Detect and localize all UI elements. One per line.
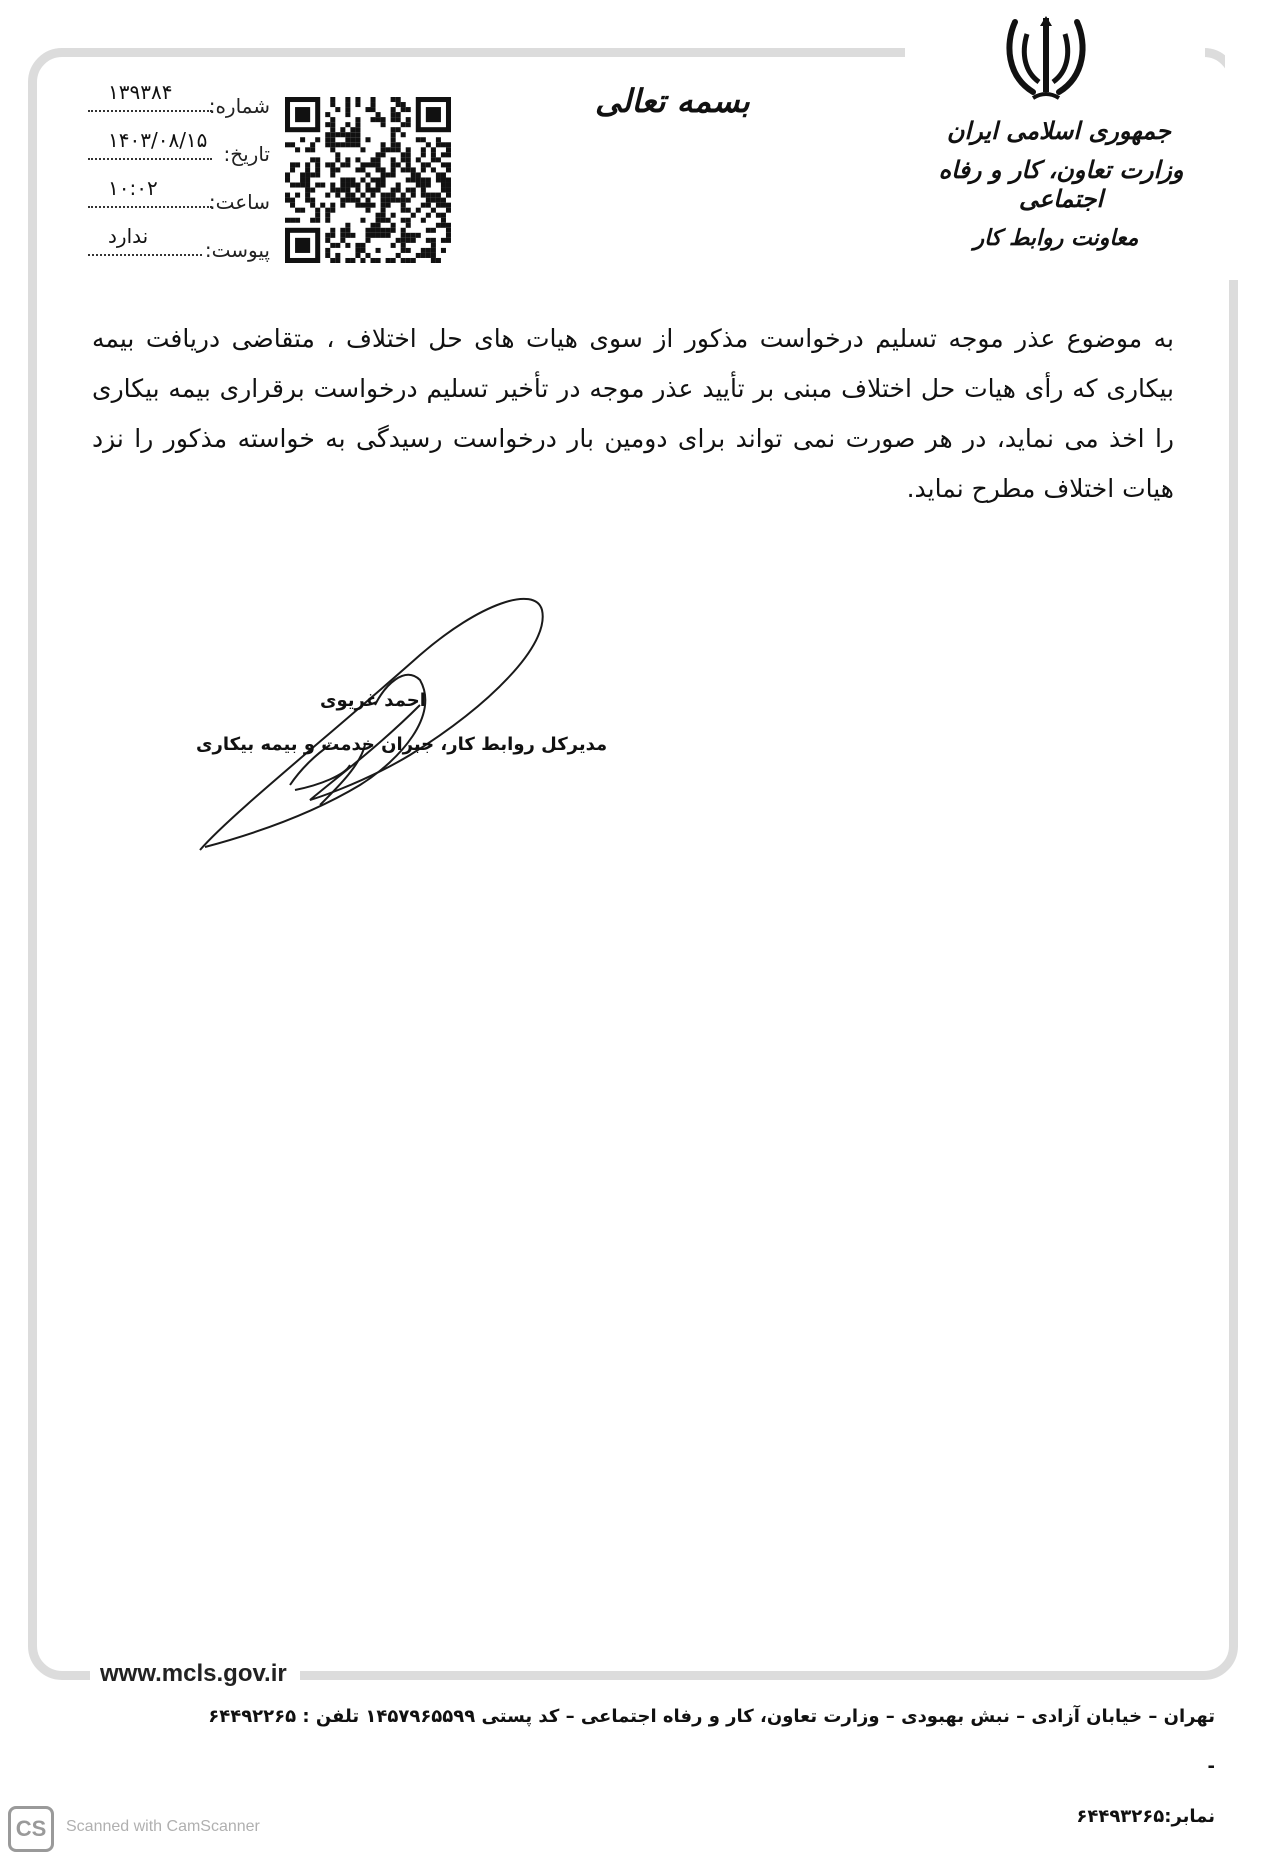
- bismillah-heading: بسمه تعالی: [595, 82, 750, 120]
- meta-time: [88, 176, 270, 224]
- qr-code-icon: [285, 97, 451, 263]
- handwritten-signature: [190, 585, 560, 865]
- dotted-line: [88, 158, 212, 160]
- attachment-label: پیوست:: [204, 238, 270, 262]
- time-label: ساعت:: [208, 190, 270, 214]
- meta-number: [88, 80, 270, 128]
- signer-name: احمد غریوی: [320, 690, 426, 711]
- fax-line: نمابر:۶۴۴۹۳۲۶۵: [1076, 1806, 1215, 1827]
- signer-title: مدیرکل روابط کار، جبران خدمت و بیمه بیکاری: [196, 734, 608, 755]
- footer-address: [205, 1692, 1215, 1842]
- dotted-line: [88, 254, 202, 256]
- meta-date: [88, 128, 270, 176]
- dotted-line: [88, 206, 212, 208]
- camscanner-watermark: Scanned with CamScanner: [66, 1818, 260, 1835]
- iran-emblem-icon: [1003, 14, 1089, 106]
- country-name: جمهوری اسلامی ایران: [946, 116, 1171, 145]
- website-url: www.mcls.gov.ir: [100, 1660, 287, 1687]
- attachment-value: ندارد: [108, 224, 149, 248]
- letter-metadata: [88, 80, 270, 272]
- ministry-heading: [911, 116, 1211, 251]
- number-value: ۱۳۹۳۸۴: [108, 80, 173, 104]
- letter-body: به موضوع عذر موجه تسلیم درخواست مذکور از سوی هیات های حل اختلاف ، متقاضی دریافت بیمه بیکاری که رأی هیات حل اختلاف مبنی بر تأیید عذر موجه در تأخیر تسلیم درخواست برقراری بیمه بیکاری را اخذ می نماید، در هر صورت نمی تواند برای دومین بار درخواست رسیدگی به خواسته مذکور را نزد هیات اختلاف مطرح نماید.: [92, 324, 1174, 503]
- dotted-line: [88, 110, 212, 112]
- number-label: شماره:: [208, 94, 270, 118]
- address-line: تهران – خیابان آزادی – نبش بهبودی – وزارت تعاون، کار و رفاه اجتماعی – کد پستی ۱۴۵۷۹۶۵۵۹۹ تلفن : ۶۴۴۹۲۲۶۵ -: [208, 1706, 1215, 1777]
- meta-attachment: [88, 224, 270, 272]
- time-value: ۱۰:۰۲: [108, 176, 158, 200]
- date-value: ۱۴۰۳/۰۸/۱۵: [108, 128, 208, 152]
- date-label: تاریخ:: [223, 142, 270, 166]
- camscanner-logo-icon: CS: [8, 1806, 54, 1852]
- ministry-name: وزارت تعاون، کار و رفاه اجتماعی: [938, 155, 1184, 213]
- department-name: معاونت روابط کار: [973, 225, 1139, 251]
- frame-gap: [1225, 40, 1249, 280]
